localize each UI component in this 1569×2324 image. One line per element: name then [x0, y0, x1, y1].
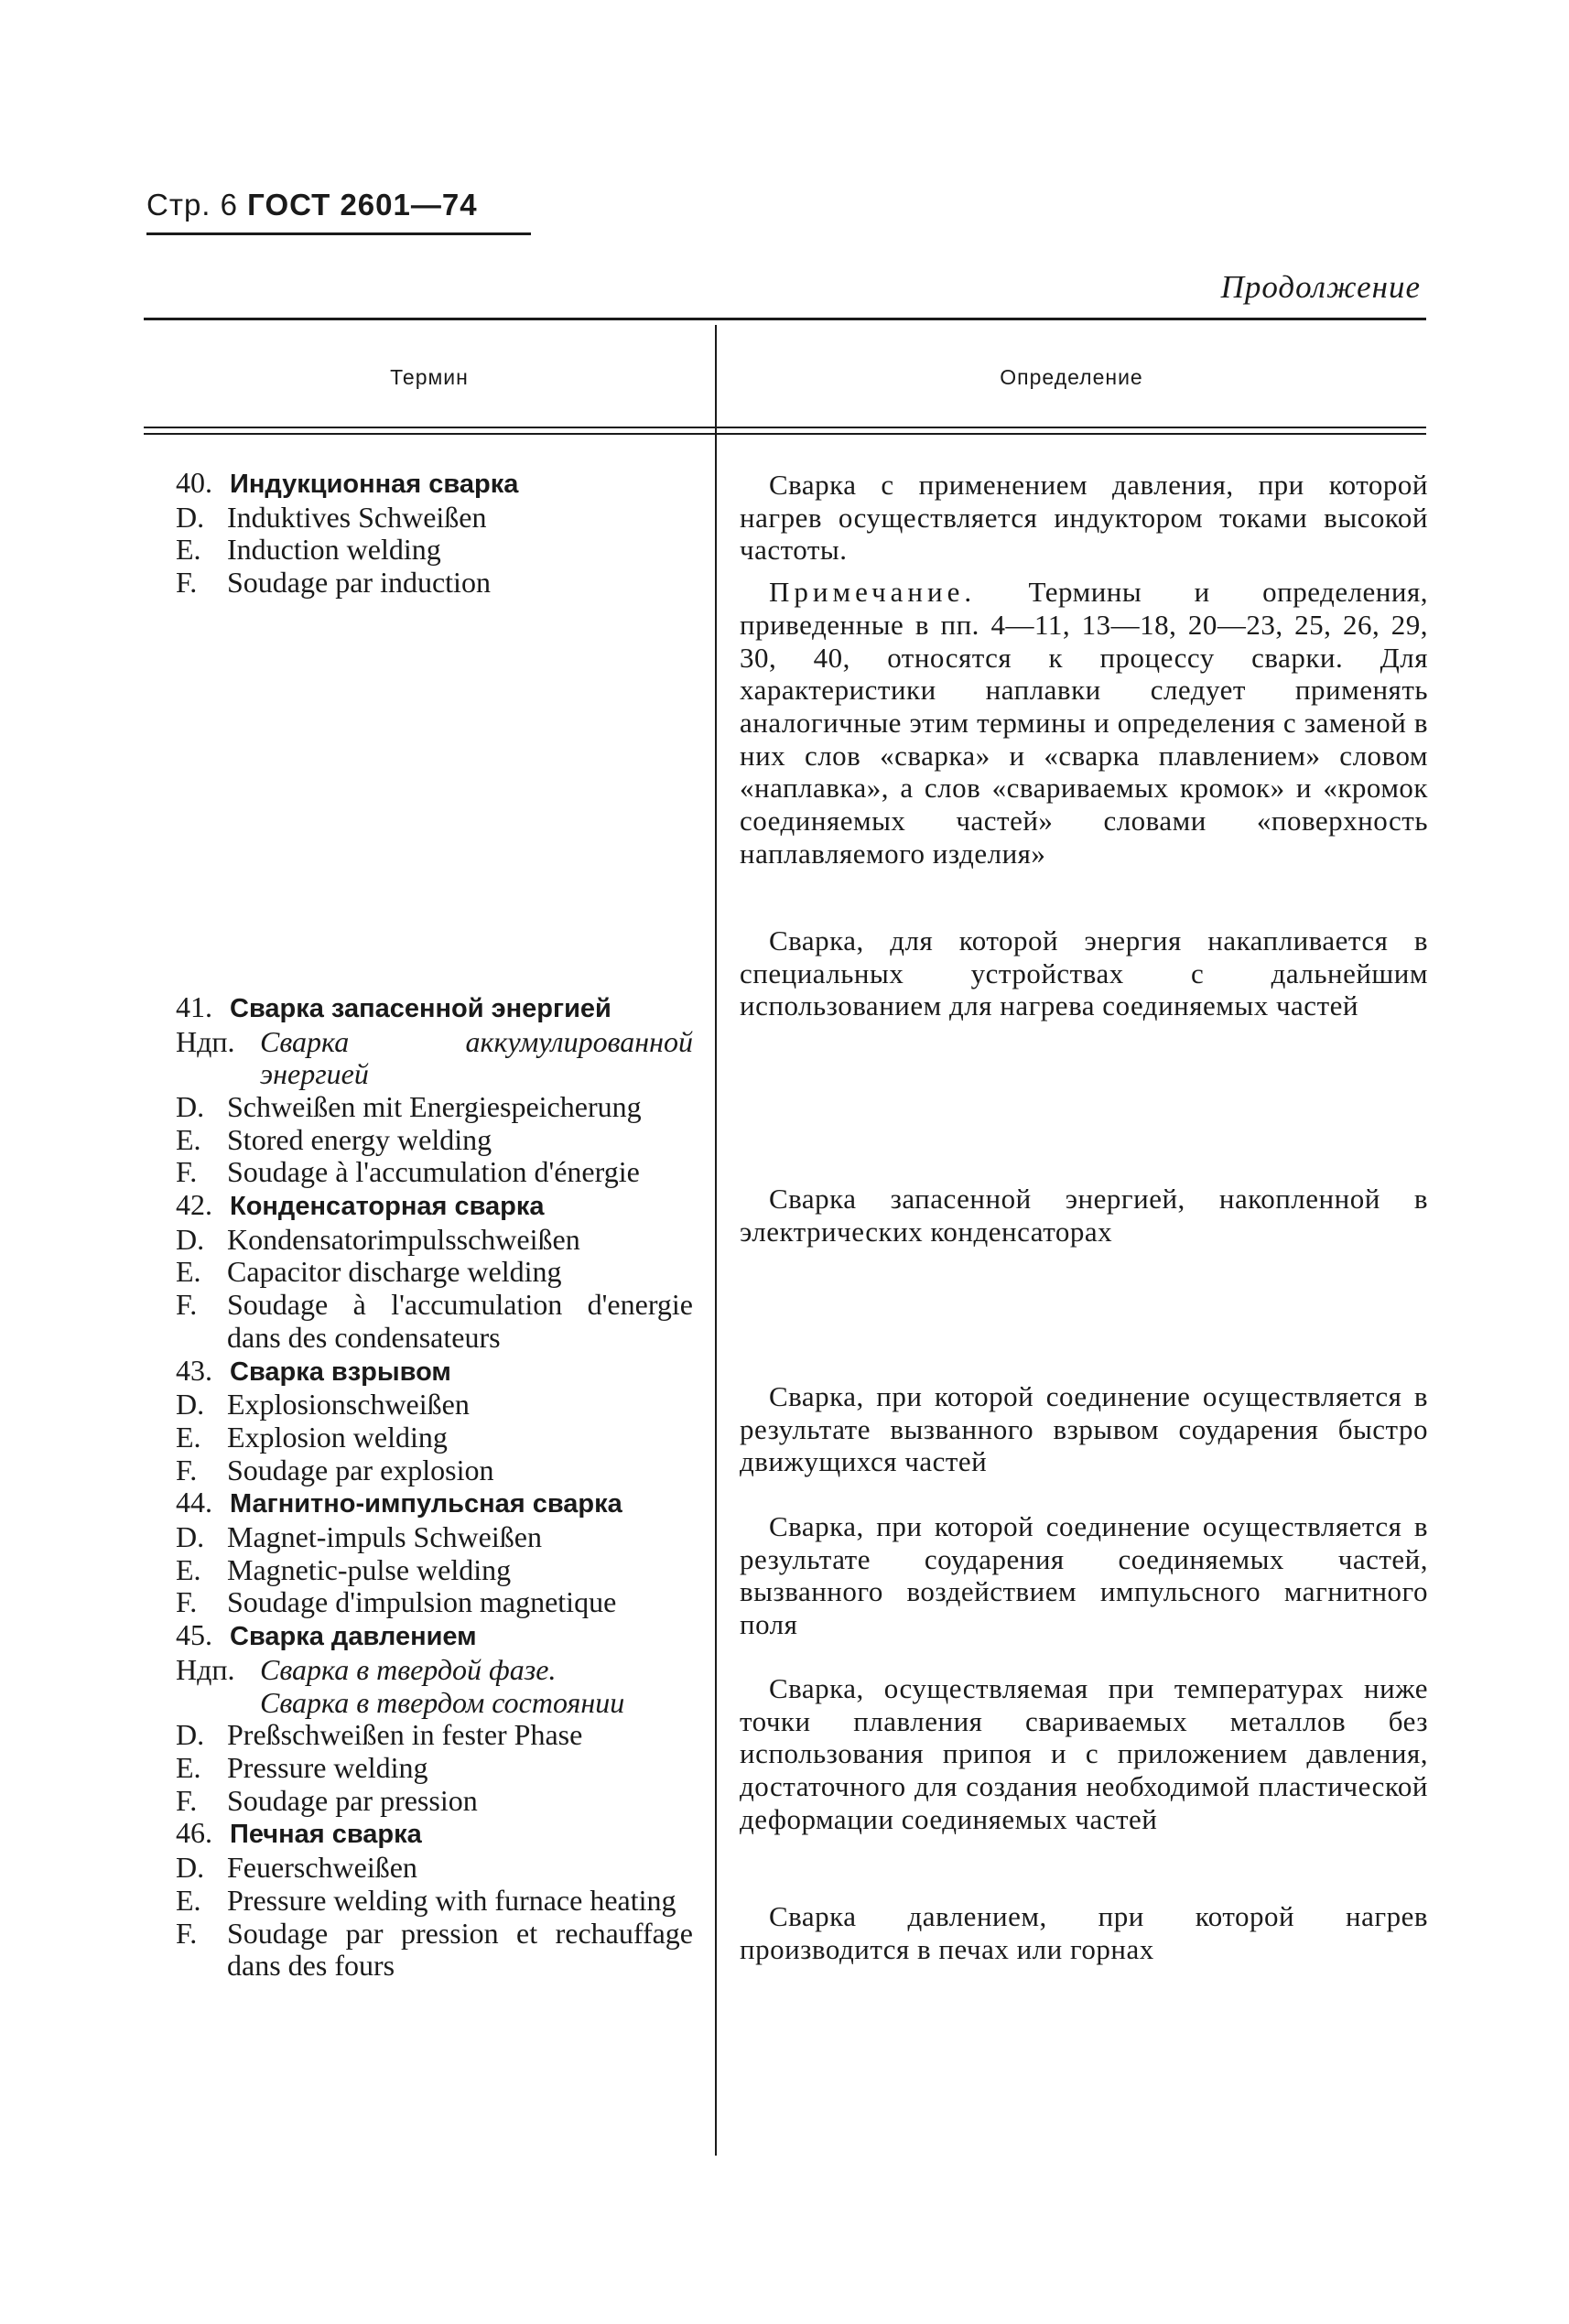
continuation-label: Продолжение [1220, 269, 1421, 305]
note [740, 576, 1428, 870]
term-name: Печная сварка [230, 1820, 422, 1850]
term-name: Магнитно-импульсная сварка [230, 1489, 622, 1519]
lang-label-fr: F. [176, 1288, 198, 1322]
definition-text: Сварка давлением, при которой нагрев производится в печах или горнах [740, 1900, 1428, 1965]
term-ndp-2: Сварка в твердом состоянии [260, 1685, 625, 1719]
standard-code: ГОСТ 2601—74 [247, 188, 478, 222]
lang-label-fr: F. [176, 566, 198, 600]
definition-text: Сварка, при которой соединение осуществляется в результате соударения соединяемых частей, вызванного воздействием импульсного магнитного поля [740, 1510, 1428, 1641]
lang-label-fr: F. [176, 1783, 198, 1817]
term-number: 45. [176, 1618, 212, 1652]
term-ndp: Сварка аккумулированной энергией [260, 1024, 693, 1091]
definition-text: Сварка с применением давления, при которой нагрев осуществляется индуктором токами высокой частоты. [740, 469, 1428, 567]
lang-label-de: D. [176, 1089, 205, 1123]
term-de: Feuerschweißen [227, 1851, 417, 1885]
note-text: Термины и определения, приведенные в пп. 4—11, 13—18, 20—23, 25, 26, 29, 30, 40, относятся к процессу сварки. Для характеристики наплавки следует применять аналогичные этим термины и определения с заменой в них слов «сварка» и «сварка плавлением» словом «наплавка», а слов «свариваемых кромок» и «кромок соединяемых частей» словами «поверхность наплавляемого изделия» [740, 576, 1428, 870]
term-entry-41 [176, 991, 693, 1189]
definition-text: Сварка запасенной энергией, накопленной в электрических конденсаторах [740, 1183, 1428, 1248]
term-name: Конденсаторная сварка [230, 1192, 545, 1222]
terms-column [176, 467, 693, 1983]
term-name: Индукционная сварка [230, 470, 519, 499]
header-double-rule-2 [144, 433, 1426, 435]
term-number: 44. [176, 1486, 212, 1519]
definition-42 [740, 1183, 1428, 1248]
lang-label-de: D. [176, 500, 205, 534]
term-en: Pressure welding with furnace heating [227, 1883, 676, 1917]
term-number: 42. [176, 1188, 212, 1222]
term-name: Сварка запасенной энергией [230, 993, 611, 1023]
lang-label-de: D. [176, 1718, 205, 1752]
term-en: Explosion welding [227, 1420, 448, 1454]
term-number: 40. [176, 466, 212, 499]
lang-label-en: E. [176, 1883, 201, 1917]
definition-46 [740, 1900, 1428, 1965]
term-en: Induction welding [227, 533, 441, 567]
term-en: Pressure welding [227, 1750, 428, 1784]
header-rule [146, 232, 531, 235]
term-en: Capacitor discharge welding [227, 1255, 562, 1289]
page-header [146, 188, 478, 222]
lang-label-en: E. [176, 1255, 201, 1289]
term-ndp: Сварка в твердой фазе. [260, 1652, 557, 1686]
header-double-rule [144, 427, 1426, 428]
column-divider [715, 325, 717, 2156]
term-fr: Soudage par pression [227, 1783, 478, 1817]
lang-label-en: E. [176, 1420, 201, 1454]
term-entry-40 [176, 467, 693, 600]
ndp-label: Ндп. [176, 1652, 235, 1686]
term-fr: Soudage à l'accumulation d'energie dans des condensateurs [227, 1288, 693, 1354]
lang-label-en: E. [176, 1122, 201, 1156]
term-de: Induktives Schweißen [227, 500, 487, 534]
definition-text: Сварка, для которой энергия накапливается в специальных устройствах с дальнейшим использованием для нагрева соединяемых частей [740, 924, 1428, 1022]
definition-40 [740, 469, 1428, 870]
table-top-rule [144, 318, 1426, 320]
lang-label-fr: F. [176, 1916, 198, 1950]
definition-text: Сварка, при которой соединение осуществляется в результате вызванного взрывом соударения быстро движущихся частей [740, 1380, 1428, 1478]
term-de: Preßschweißen in fester Phase [227, 1718, 583, 1752]
lang-label-de: D. [176, 1851, 205, 1885]
term-entry-46 [176, 1817, 693, 1983]
lang-label-de: D. [176, 1388, 205, 1421]
definition-45 [740, 1672, 1428, 1836]
term-fr: Soudage par induction [227, 566, 491, 600]
lang-label-en: E. [176, 1750, 201, 1784]
term-number: 43. [176, 1353, 212, 1387]
term-fr: Soudage par pression et rechauffage dans des fours [227, 1916, 693, 1983]
term-entry-45 [176, 1619, 693, 1817]
term-de: Magnet-impuls Schweißen [227, 1520, 542, 1554]
lang-label-en: E. [176, 1552, 201, 1586]
definition-text: Сварка, осуществляемая при температурах ниже точки плавления свариваемых металлов без использования припоя и с приложением давления, достаточного для создания необходимой пластической деформации соединяемых частей [740, 1672, 1428, 1835]
term-entry-42 [176, 1189, 693, 1355]
page-number: Стр. 6 [146, 188, 238, 222]
term-number: 41. [176, 989, 212, 1023]
term-fr: Soudage d'impulsion magnetique [227, 1585, 617, 1619]
term-en: Stored energy welding [227, 1122, 492, 1156]
term-de: Explosionschweißen [227, 1388, 470, 1421]
note-label: Примечание. [769, 576, 977, 609]
definition-43 [740, 1380, 1428, 1478]
lang-label-fr: F. [176, 1155, 198, 1189]
ndp-label: Ндп. [176, 1024, 235, 1058]
term-number: 46. [176, 1816, 212, 1850]
column-header-definition: Определение [1000, 365, 1143, 389]
term-de: Schweißen mit Energiespeicherung [227, 1089, 642, 1123]
lang-label-de: D. [176, 1520, 205, 1554]
term-en: Magnetic-pulse welding [227, 1552, 512, 1586]
term-entry-44 [176, 1486, 693, 1619]
lang-label-fr: F. [176, 1453, 198, 1486]
lang-label-de: D. [176, 1222, 205, 1256]
lang-label-en: E. [176, 533, 201, 567]
term-entry-43 [176, 1355, 693, 1487]
term-fr: Soudage à l'accumulation d'énergie [227, 1155, 640, 1189]
lang-label-fr: F. [176, 1585, 198, 1619]
term-fr: Soudage par explosion [227, 1453, 494, 1486]
term-name: Сварка давлением [230, 1622, 477, 1652]
term-name: Сварка взрывом [230, 1357, 451, 1387]
definition-44 [740, 1510, 1428, 1641]
definition-41 [740, 924, 1428, 1022]
column-header-term: Термин [390, 365, 469, 389]
term-de: Kondensatorimpulsschweißen [227, 1222, 580, 1256]
